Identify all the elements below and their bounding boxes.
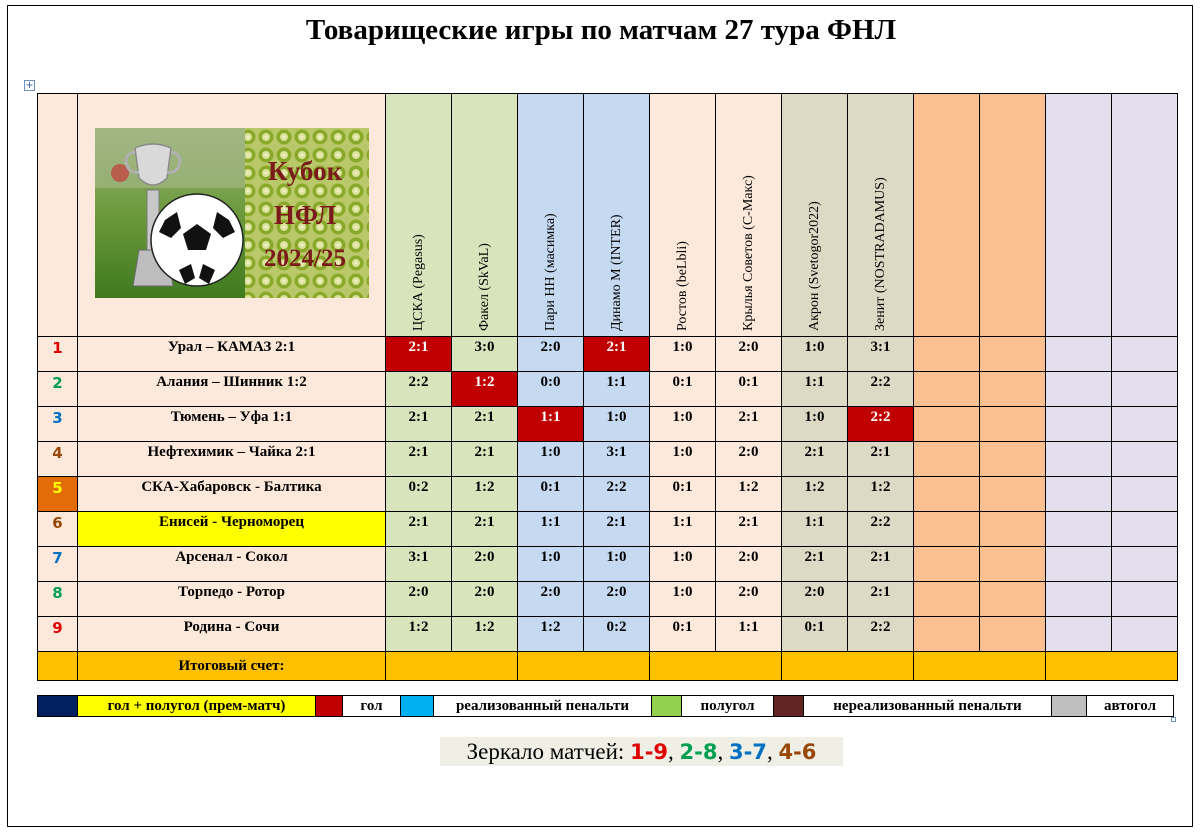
score-cell[interactable]: 2:1 bbox=[848, 547, 914, 582]
match-name: Енисей - Черноморец bbox=[78, 512, 386, 547]
score-cell[interactable]: 1:2 bbox=[452, 372, 518, 407]
score-cell[interactable]: 1:0 bbox=[584, 547, 650, 582]
score-cell[interactable]: 2:1 bbox=[848, 442, 914, 477]
score-cell[interactable]: 2:0 bbox=[716, 337, 782, 372]
table-move-handle-icon[interactable]: + bbox=[25, 80, 34, 91]
column-header-label: Крылья Советов (С-Макс) bbox=[740, 175, 756, 331]
legend-swatch bbox=[316, 696, 343, 717]
legend-table bbox=[37, 695, 1174, 717]
score-cell[interactable] bbox=[1046, 442, 1112, 477]
score-cell[interactable]: 2:2 bbox=[848, 372, 914, 407]
score-cell[interactable] bbox=[980, 512, 1046, 547]
score-cell[interactable] bbox=[1046, 372, 1112, 407]
mirror-separator: , bbox=[717, 739, 729, 764]
header-row bbox=[38, 94, 1178, 337]
score-cell[interactable] bbox=[980, 407, 1046, 442]
column-header-4 bbox=[584, 94, 650, 337]
cup-logo-image bbox=[95, 128, 369, 298]
match-name: Алания – Шинник 1:2 bbox=[78, 372, 386, 407]
svg-text:Кубок: Кубок bbox=[267, 156, 343, 186]
match-name: Урал – КАМАЗ 2:1 bbox=[78, 337, 386, 372]
score-cell[interactable] bbox=[914, 547, 980, 582]
score-cell[interactable]: 1:0 bbox=[650, 582, 716, 617]
mirror-pair: 3-7 bbox=[728, 740, 767, 764]
score-cell[interactable]: 3:1 bbox=[584, 442, 650, 477]
score-cell[interactable]: 1:2 bbox=[452, 617, 518, 652]
column-header-7 bbox=[782, 94, 848, 337]
legend-swatch bbox=[38, 696, 78, 717]
table-row bbox=[38, 582, 1178, 617]
total-cell[interactable] bbox=[518, 652, 650, 681]
score-cell[interactable]: 2:0 bbox=[386, 582, 452, 617]
score-cell[interactable]: 2:1 bbox=[452, 407, 518, 442]
score-cell[interactable] bbox=[1112, 337, 1178, 372]
score-cell[interactable]: 1:0 bbox=[584, 407, 650, 442]
score-cell[interactable]: 2:0 bbox=[518, 582, 584, 617]
score-cell[interactable]: 2:1 bbox=[386, 512, 452, 547]
score-cell[interactable]: 2:0 bbox=[716, 582, 782, 617]
table-row bbox=[38, 407, 1178, 442]
score-cell[interactable]: 3:1 bbox=[386, 547, 452, 582]
score-cell[interactable]: 2:0 bbox=[716, 547, 782, 582]
column-header-10 bbox=[980, 94, 1046, 337]
score-cell[interactable]: 1:2 bbox=[452, 477, 518, 512]
total-label: Итоговый счет: bbox=[78, 652, 386, 681]
score-cell[interactable]: 0:1 bbox=[782, 617, 848, 652]
table-row bbox=[38, 617, 1178, 652]
score-cell[interactable] bbox=[980, 477, 1046, 512]
total-cell[interactable] bbox=[650, 652, 782, 681]
score-cell[interactable]: 1:0 bbox=[518, 547, 584, 582]
table-resize-handle[interactable] bbox=[1171, 717, 1176, 722]
column-header-3 bbox=[518, 94, 584, 337]
column-header-label: ЦСКА (Pegasus) bbox=[410, 234, 426, 331]
match-name: СКА-Хабаровск - Балтика bbox=[78, 477, 386, 512]
score-cell[interactable]: 0:2 bbox=[584, 617, 650, 652]
score-cell[interactable]: 2:1 bbox=[782, 442, 848, 477]
score-cell[interactable]: 2:0 bbox=[518, 337, 584, 372]
legend-swatch bbox=[1052, 696, 1087, 717]
score-cell[interactable] bbox=[914, 477, 980, 512]
score-cell[interactable] bbox=[914, 337, 980, 372]
score-cell[interactable]: 1:2 bbox=[782, 477, 848, 512]
table-row bbox=[38, 512, 1178, 547]
column-header-11 bbox=[1046, 94, 1112, 337]
column-header-label: Ростов (beLbli) bbox=[674, 241, 690, 331]
column-header-label: Факел (SkVaL) bbox=[476, 243, 492, 331]
match-name: Родина - Сочи bbox=[78, 617, 386, 652]
score-cell[interactable]: 1:0 bbox=[650, 337, 716, 372]
total-cell[interactable] bbox=[1046, 652, 1178, 681]
score-cell[interactable]: 0:1 bbox=[650, 617, 716, 652]
match-name: Тюмень – Уфа 1:1 bbox=[78, 407, 386, 442]
score-cell[interactable]: 0:2 bbox=[386, 477, 452, 512]
score-cell[interactable]: 1:0 bbox=[518, 442, 584, 477]
score-cell[interactable] bbox=[1046, 617, 1112, 652]
score-cell[interactable]: 1:0 bbox=[650, 442, 716, 477]
score-cell[interactable]: 0:1 bbox=[716, 372, 782, 407]
score-cell[interactable]: 2:1 bbox=[386, 407, 452, 442]
legend-label: полугол bbox=[682, 696, 774, 717]
score-cell[interactable]: 1:1 bbox=[518, 512, 584, 547]
score-cell[interactable] bbox=[1046, 512, 1112, 547]
column-header-2 bbox=[452, 94, 518, 337]
legend-label: автогол bbox=[1087, 696, 1174, 717]
svg-text:НФЛ: НФЛ bbox=[273, 200, 337, 230]
score-cell[interactable] bbox=[914, 582, 980, 617]
legend-label: реализованный пенальти bbox=[434, 696, 652, 717]
table-row bbox=[38, 477, 1178, 512]
match-name: Нефтехимик – Чайка 2:1 bbox=[78, 442, 386, 477]
score-cell[interactable]: 2:1 bbox=[716, 407, 782, 442]
column-header-12 bbox=[1112, 94, 1178, 337]
row-number: 6 bbox=[38, 512, 78, 547]
column-header-label: Акрон (Svetogor2022) bbox=[806, 201, 822, 331]
score-cell[interactable] bbox=[914, 512, 980, 547]
column-header-6 bbox=[716, 94, 782, 337]
score-cell[interactable]: 2:0 bbox=[452, 582, 518, 617]
mirror-matches-note bbox=[440, 737, 843, 766]
row-number: 9 bbox=[38, 617, 78, 652]
legend-swatch bbox=[652, 696, 682, 717]
score-cell[interactable] bbox=[980, 372, 1046, 407]
score-cell[interactable] bbox=[914, 442, 980, 477]
score-cell[interactable]: 2:0 bbox=[584, 582, 650, 617]
score-cell[interactable]: 1:1 bbox=[782, 512, 848, 547]
score-cell[interactable]: 2:2 bbox=[386, 372, 452, 407]
score-cell[interactable]: 1:2 bbox=[716, 477, 782, 512]
score-cell[interactable] bbox=[914, 407, 980, 442]
row-number: 1 bbox=[38, 337, 78, 372]
table-row bbox=[38, 442, 1178, 477]
total-cell[interactable] bbox=[782, 652, 914, 681]
table-row bbox=[38, 337, 1178, 372]
column-header-1 bbox=[386, 94, 452, 337]
row-number: 3 bbox=[38, 407, 78, 442]
score-cell[interactable] bbox=[1046, 337, 1112, 372]
mirror-separator: , bbox=[668, 739, 680, 764]
score-cell[interactable]: 2:1 bbox=[452, 512, 518, 547]
score-cell[interactable]: 2:0 bbox=[782, 582, 848, 617]
legend-label: гол + полугол (прем-матч) bbox=[78, 696, 316, 717]
row-number: 2 bbox=[38, 372, 78, 407]
table-row bbox=[38, 372, 1178, 407]
mirror-prefix: Зеркало матчей: bbox=[466, 739, 631, 764]
legend-swatch bbox=[401, 696, 434, 717]
score-cell[interactable]: 2:1 bbox=[386, 442, 452, 477]
score-cell[interactable]: 1:0 bbox=[650, 407, 716, 442]
score-cell[interactable] bbox=[980, 337, 1046, 372]
score-cell[interactable] bbox=[1112, 617, 1178, 652]
score-cell[interactable] bbox=[1046, 547, 1112, 582]
score-cell[interactable]: 1:2 bbox=[848, 477, 914, 512]
match-name: Арсенал - Сокол bbox=[78, 547, 386, 582]
score-cell[interactable] bbox=[914, 372, 980, 407]
mirror-separator: , bbox=[766, 739, 779, 764]
table-row bbox=[38, 547, 1178, 582]
score-cell[interactable]: 0:0 bbox=[518, 372, 584, 407]
corner-cell bbox=[38, 94, 78, 337]
score-cell[interactable] bbox=[1112, 372, 1178, 407]
score-cell[interactable]: 3:0 bbox=[452, 337, 518, 372]
row-number: 8 bbox=[38, 582, 78, 617]
score-cell[interactable]: 0:1 bbox=[650, 477, 716, 512]
column-header-label: Зенит (NOSTRADAMUS) bbox=[872, 177, 888, 331]
score-cell[interactable]: 2:2 bbox=[584, 477, 650, 512]
svg-text:2024/25: 2024/25 bbox=[264, 245, 346, 272]
score-cell[interactable]: 1:1 bbox=[782, 372, 848, 407]
page-title: Товарищеские игры по матчам 27 тура ФНЛ bbox=[305, 14, 897, 46]
column-header-label: Пари НН (масимка) bbox=[542, 213, 558, 331]
mirror-pairs bbox=[630, 739, 816, 764]
score-cell[interactable]: 2:2 bbox=[848, 617, 914, 652]
score-cell[interactable] bbox=[1112, 442, 1178, 477]
score-cell[interactable]: 0:1 bbox=[650, 372, 716, 407]
legend-label: гол bbox=[343, 696, 401, 717]
score-cell[interactable]: 2:2 bbox=[848, 407, 914, 442]
row-number: 7 bbox=[38, 547, 78, 582]
score-cell[interactable]: 1:1 bbox=[584, 372, 650, 407]
score-cell[interactable]: 1:2 bbox=[386, 617, 452, 652]
score-cell[interactable] bbox=[1112, 512, 1178, 547]
score-cell[interactable]: 2:2 bbox=[848, 512, 914, 547]
score-cell[interactable]: 2:1 bbox=[848, 582, 914, 617]
column-header-5 bbox=[650, 94, 716, 337]
score-cell[interactable]: 2:1 bbox=[584, 337, 650, 372]
score-cell[interactable]: 0:1 bbox=[518, 477, 584, 512]
row-number: 5 bbox=[38, 477, 78, 512]
score-cell[interactable] bbox=[1112, 407, 1178, 442]
mirror-pair: 2-8 bbox=[679, 740, 718, 764]
legend-label: нереализованный пенальти bbox=[804, 696, 1052, 717]
total-corner bbox=[38, 652, 78, 681]
logo-cell bbox=[78, 94, 386, 337]
score-cell[interactable] bbox=[1046, 407, 1112, 442]
score-cell[interactable]: 1:1 bbox=[716, 617, 782, 652]
total-cell[interactable] bbox=[386, 652, 518, 681]
score-cell[interactable]: 1:1 bbox=[518, 407, 584, 442]
legend-row bbox=[38, 696, 1174, 717]
legend-swatch bbox=[774, 696, 804, 717]
score-cell[interactable] bbox=[980, 442, 1046, 477]
score-cell[interactable]: 1:0 bbox=[782, 407, 848, 442]
column-header-9 bbox=[914, 94, 980, 337]
column-header-8 bbox=[848, 94, 914, 337]
score-cell[interactable]: 2:1 bbox=[452, 442, 518, 477]
score-cell[interactable] bbox=[914, 617, 980, 652]
score-cell[interactable]: 1:0 bbox=[650, 547, 716, 582]
score-cell[interactable] bbox=[1046, 477, 1112, 512]
score-cell[interactable]: 1:0 bbox=[782, 337, 848, 372]
score-cell[interactable]: 1:2 bbox=[518, 617, 584, 652]
score-cell[interactable]: 1:1 bbox=[650, 512, 716, 547]
score-cell[interactable] bbox=[980, 617, 1046, 652]
score-cell[interactable]: 2:1 bbox=[782, 547, 848, 582]
column-header-label: Динамо М (INTER) bbox=[608, 214, 624, 331]
row-number: 4 bbox=[38, 442, 78, 477]
score-cell[interactable]: 2:1 bbox=[386, 337, 452, 372]
total-cell[interactable] bbox=[914, 652, 1046, 681]
score-cell[interactable]: 2:0 bbox=[716, 442, 782, 477]
match-name: Торпедо - Ротор bbox=[78, 582, 386, 617]
score-cell[interactable]: 2:1 bbox=[584, 512, 650, 547]
results-table bbox=[37, 93, 1178, 681]
score-cell[interactable] bbox=[1046, 582, 1112, 617]
score-cell[interactable] bbox=[1112, 477, 1178, 512]
score-cell[interactable]: 2:0 bbox=[452, 547, 518, 582]
total-row bbox=[38, 652, 1178, 681]
mirror-pair: 4-6 bbox=[778, 740, 817, 764]
score-cell[interactable] bbox=[1112, 582, 1178, 617]
score-cell[interactable]: 3:1 bbox=[848, 337, 914, 372]
score-cell[interactable] bbox=[1112, 547, 1178, 582]
score-cell[interactable]: 2:1 bbox=[716, 512, 782, 547]
mirror-pair: 1-9 bbox=[630, 740, 669, 764]
score-cell[interactable] bbox=[980, 547, 1046, 582]
score-cell[interactable] bbox=[980, 582, 1046, 617]
